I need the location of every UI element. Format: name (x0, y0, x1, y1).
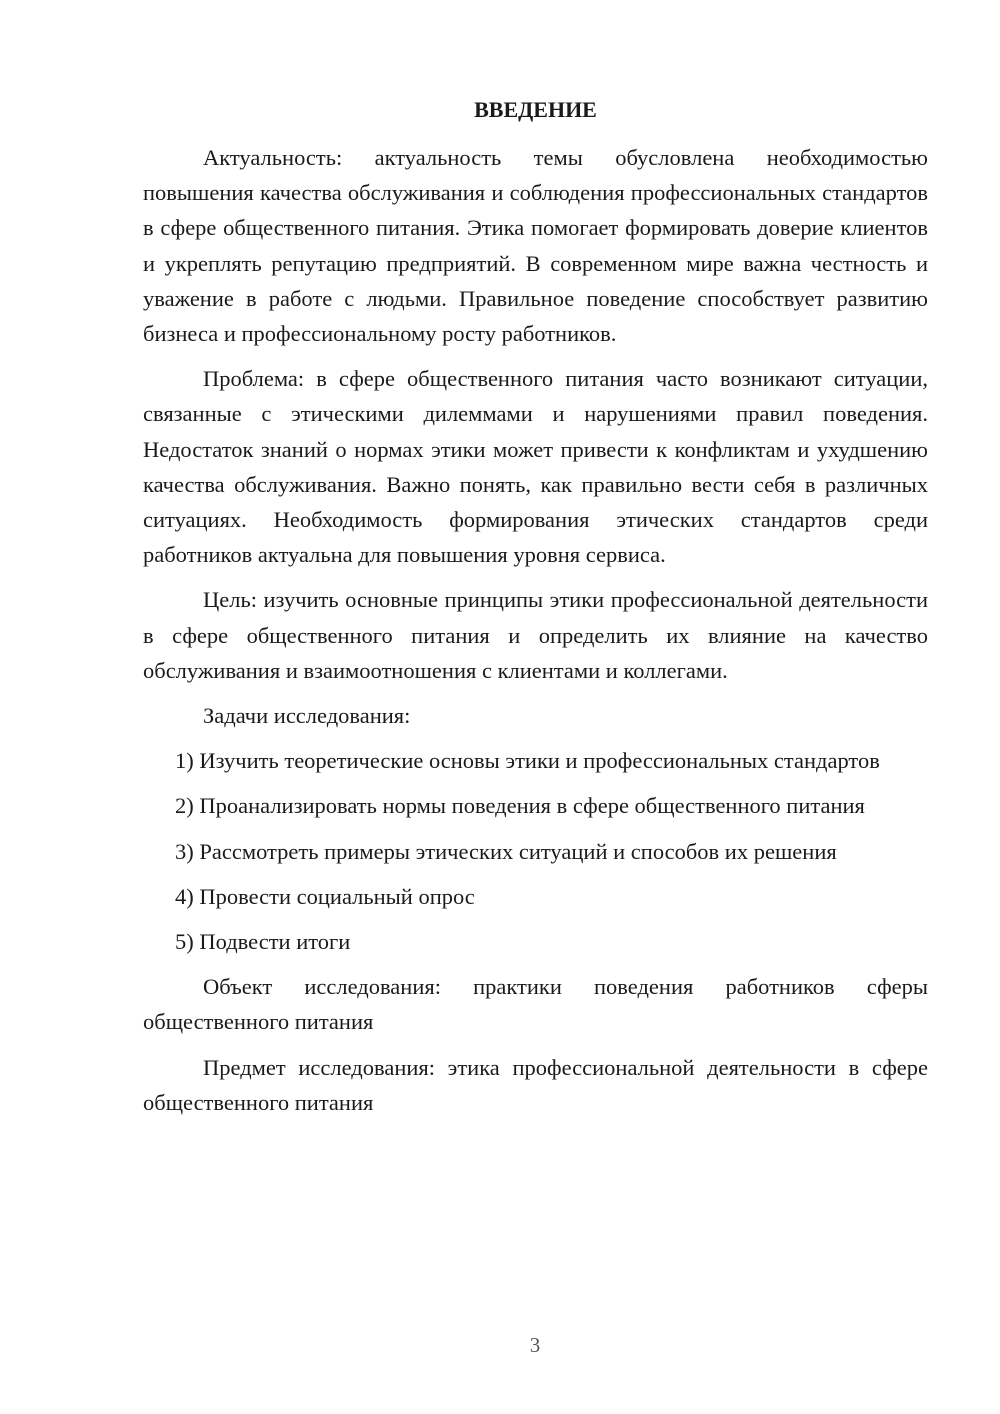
paragraph-goal: Цель: изучить основные принципы этики профессиональной деятельности в сфере общественного питания и определить их влияние на качество обслуживания и взаимоотношения с клиентами и коллегами. (143, 587, 928, 683)
page-number: 3 (529, 1333, 541, 1357)
task-item-5: 5) Подвести итоги (175, 929, 351, 955)
task-item-4: 4) Провести социальный опрос (175, 883, 475, 909)
paragraph-object: Объект исследования: практики поведения работников сферы общественного питания (143, 974, 928, 1035)
page-title: ВВЕДЕНИЕ (474, 97, 597, 122)
page-content (143, 92, 928, 1130)
task-item-3: 3) Рассмотреть примеры этических ситуаций и способов их решения (175, 838, 837, 864)
paragraph-tasks-heading: Задачи исследования: (203, 703, 411, 729)
paragraph-problem: Проблема: в сфере общественного питания часто возникают ситуации, связанные с этическими дилеммами и нарушениями правил поведения. Недостаток знаний о нормах этики может привести к конфликтам и ухудшению качества обслуживания. Важно понять, как правильно вести себя в различных ситуациях. Необходимость формирования этических стандартов среди работников актуальна для повышения уровня сервиса. (143, 366, 928, 568)
task-item-1: 1) Изучить теоретические основы этики и профессиональных стандартов (175, 748, 880, 774)
paragraph-subject: Предмет исследования: этика профессиональной деятельности в сфере общественного питания (143, 1054, 928, 1115)
task-item-2: 2) Проанализировать нормы поведения в сфере общественного питания (175, 793, 865, 819)
paragraph-relevance: Актуальность: актуальность темы обусловлена необходимостью повышения качества обслуживания и соблюдения профессиональных стандартов в сфере общественного питания. Этика помогает формировать доверие клиентов и укреплять репутацию предприятий. В современном мире важна честность и уважение в работе с людьми. Правильное поведение способствует развитию бизнеса и профессиональному росту работников. (143, 145, 928, 347)
